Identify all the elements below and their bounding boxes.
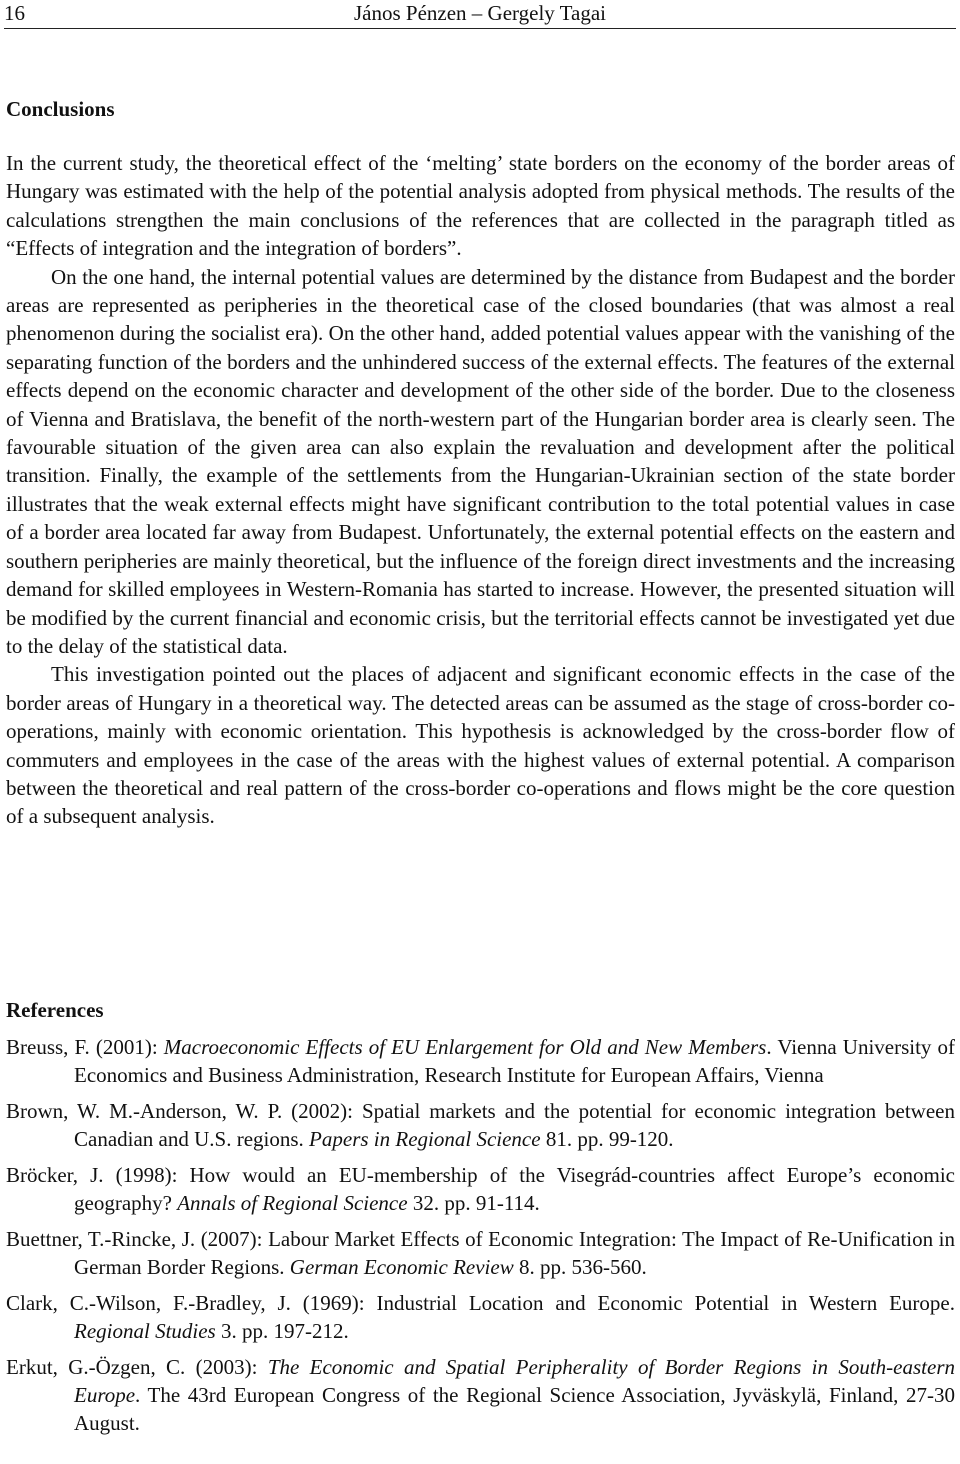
reference-item <box>6 1289 955 1345</box>
reference-text: 8. pp. 536-560. <box>513 1255 647 1279</box>
reference-text: Brown, W. M.-Anderson, W. P. (2002): Spatial markets and the potential for economic integration between Canadian and U.S. regions. <box>6 1099 955 1151</box>
reference-text: Erkut, G.-Özgen, C. (2003): <box>6 1355 268 1379</box>
paragraph: In the current study, the theoretical effect of the ‘melting’ state borders on the economy of the border areas of Hungary was estimated with the help of the potential analysis adopted from physical methods. The results of the calculations strengthen the main conclusions of the references that are collected in the paragraph titled as “Effects of integration and the integration of borders”. <box>6 151 955 261</box>
reference-title: Papers in Regional Science <box>309 1127 541 1151</box>
reference-text: . Vienna University of Economics and Business Administration, Research Institute for European Affairs, Vienna <box>74 1035 956 1087</box>
reference-item <box>6 1097 955 1153</box>
reference-title: The Economic and Spatial Peripherality of Border Regions in South-eastern Europe <box>74 1355 955 1407</box>
reference-title: Macroeconomic Effects of EU Enlargement for Old and New Members <box>163 1035 767 1059</box>
reference-text: Buettner, T.-Rincke, J. (2007): Labour Market Effects of Economic Integration: The Impact of Re-Unification in German Border Regions. <box>6 1227 955 1279</box>
reference-title: Regional Studies <box>74 1319 216 1343</box>
reference-item <box>6 1033 955 1089</box>
references-heading: References <box>6 998 104 1022</box>
reference-text: 32. pp. 91-114. <box>407 1191 540 1215</box>
reference-text: . The 43rd European Congress of the Regional Science Association, Jyväskylä, Finland, 27-30 August. <box>74 1383 955 1435</box>
reference-item <box>6 1353 955 1437</box>
reference-text: 81. pp. 99-120. <box>540 1127 674 1151</box>
paragraph: This investigation pointed out the places of adjacent and significant economic effects in the case of the border areas of Hungary in a theoretical way. The detected areas can be assumed as the stage of cross-border co-operations, mainly with economic orientation. This hypothesis is acknowledged by the cross-border flow of commuters and employees in the case of the areas with the highest values of external potential. A comparison between the theoretical and real pattern of the cross-border co-operations and flows might be the core question of a subsequent analysis. <box>6 662 955 829</box>
reference-text: 3. pp. 197-212. <box>215 1319 349 1343</box>
reference-text: Breuss, F. (2001): <box>6 1035 164 1059</box>
conclusions-body <box>6 149 955 831</box>
reference-item <box>6 1225 955 1281</box>
conclusions-heading: Conclusions <box>6 97 115 121</box>
running-header-authors: János Pénzen – Gergely Tagai <box>353 1 607 25</box>
reference-item <box>6 1161 955 1217</box>
running-header <box>4 0 956 29</box>
reference-text: Clark, C.-Wilson, F.-Bradley, J. (1969): Industrial Location and Economic Potential in Western Europe. <box>6 1291 955 1315</box>
page-number: 16 <box>4 1 25 25</box>
reference-text: Bröcker, J. (1998): How would an EU-membership of the Visegrád-countries affect Europe’s economic geography? <box>6 1163 955 1215</box>
reference-title: Annals of Regional Science <box>177 1191 408 1215</box>
references-list <box>6 1033 955 1445</box>
paragraph: On the one hand, the internal potential values are determined by the distance from Budapest and the border areas are represented as peripheries in the theoretical case of the closed boundaries (that was almost a real phenomenon during the socialist era). On the other hand, added potential values appear with the vanishing of the separating function of the borders and the unhindered success of the external effects. The features of the external effects depend on the economic character and development of the other side of the border. Due to the closeness of Vienna and Bratislava, the benefit of the north-western part of the Hungarian border area is clearly seen. The favourable situation of the given area can also explain the revaluation and development after the political transition. Finally, the example of the settlements from the Hungarian-Ukrainian section of the state border illustrates that the weak external effects might have significant contribution to the total potential values in case of a border area located far away from Budapest. Unfortunately, the external potential effects on the eastern and southern peripheries are mainly theoretical, but the influence of the foreign direct investments and the increasing demand for skilled employees in Western-Romania has started to increase. However, the presented situation will be modified by the current financial and economic crisis, but the territorial effects cannot be investigated yet due to the delay of the statistical data. <box>6 264 955 658</box>
reference-title: German Economic Review <box>289 1255 514 1279</box>
